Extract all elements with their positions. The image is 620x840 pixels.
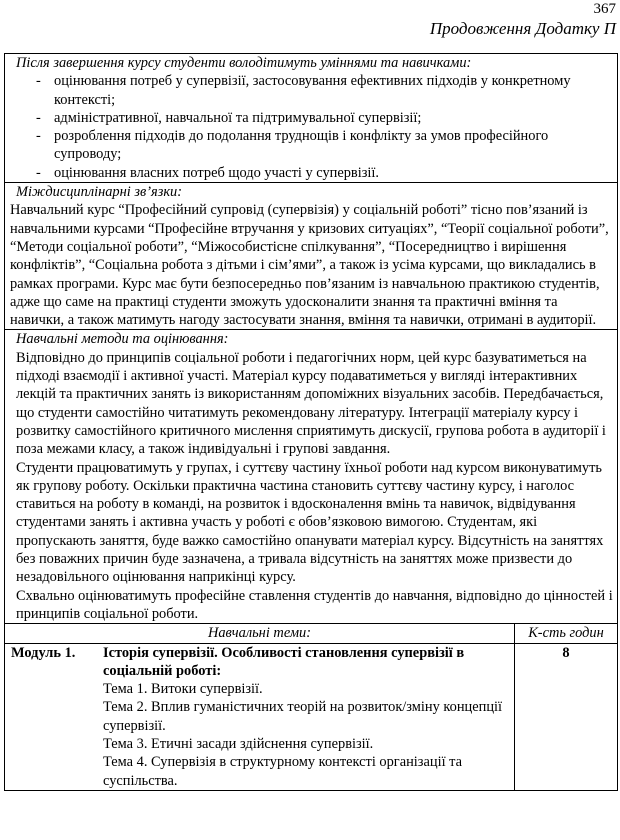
topic-item: Тема 3. Етичні засади здійснення супервізії. xyxy=(103,735,374,752)
course-table xyxy=(4,53,618,791)
topic-item: Тема 2. Вплив гуманістичних теорій на розвиток/зміну концепції супервізії. xyxy=(103,699,503,734)
hours-column-header: К-сть годин xyxy=(528,625,604,642)
list-item: - оцінювання власних потреб щодо участі у супервізії. xyxy=(36,164,379,181)
list-item: - оцінювання потреб у супервізії, застосовування ефективних підходів у конкретному контексті; xyxy=(36,73,571,108)
topics-column-header: Навчальні теми: xyxy=(5,624,515,642)
module-title: Історія супервізії. Особливості становлення супервізії в соціальній роботі: xyxy=(103,644,465,679)
page-number: 367 xyxy=(593,1,616,17)
methods-paragraph: Схвально оцінюватимуть професійне ставлення студентів до навчання, відповідно до цінностей і принципів соціальної роботи. xyxy=(16,587,613,622)
table-row xyxy=(5,644,617,790)
appendix-title: Продовження Додатку П xyxy=(429,19,616,38)
module-hours: 8 xyxy=(562,644,570,661)
topic-item: Тема 4. Супервізія в структурному контексті організації та суспільства. xyxy=(103,754,463,789)
interdisciplinary-text: Навчальний курс “Професійний супровід (супервізія) у соціальній роботі” тісно пов’язаний із навчальними курсами “Професійне втручання у кризових ситуаціях”, “Теорії соціальної роботи”, “Методи соціальної роботи”, “Міжособистісне спілкування”, “Посередництво і вирішення конфліктів”, “Соціальна робота з дітьми і сім’ями”, а також із усіма курсами, що викладались в рамках програми. Курс має бути безпосередньо пов’язаним із навчальною практикою студентів, адже що саме на практиці студенти зможуть удосконалити знання та практичні вміння та навички, а також матимуть нагоду застосувати знання, вміння та навички, отримані в аудиторії. xyxy=(10,202,609,329)
list-item: - адміністративної, навчальної та підтримувальної супервізії; xyxy=(36,109,422,126)
skills-section xyxy=(5,54,617,183)
methods-paragraph: Відповідно до принципів соціальної роботи і педагогічних норм, цей курс базуватиметься на підході взаємодії і активної участі. Матеріал курсу подаватиметься у вигляді інтерактивних лекцій та практичних занять із використанням допоміжних візуальних засобів. Передбачається, що студенти самостійно читатимуть рекомендовану літературу. Інтеграції матеріалу курсу і розвитку самостійного критичного мислення сприятимуть дискусії, групова робота в аудиторії і поза межами класу, а також індивідуальні і групові завдання. xyxy=(16,349,606,458)
skills-heading: Після завершення курсу студенти володітимуть уміннями та навичками: xyxy=(16,55,472,71)
module-label: Модуль 1. xyxy=(11,644,76,661)
interdisciplinary-heading: Міждисциплінарні зв’язки: xyxy=(16,184,183,201)
methods-paragraph: Студенти працюватимуть у групах, і суттєву частину їхньої роботи над курсом виконуватимуть як групову роботу. Оскільки практична частина становить суттєву частину курсу, і наголос ставиться на роботу в команді, на розвиток і вдосконалення вмінь та навичок, відвідування студентами занять і активна участь у роботі є обов’язковою вимогою. Студентам, які пропускають заняття, буде важко самостійно опанувати матеріал курсу. Відсутність на заняттях без поважних причин буде зазначена, а тривала відсутність на заняттях може призвести до незадовільного оцінювання наприкінці курсу. xyxy=(16,459,604,586)
topic-item: Тема 1. Витоки супервізії. xyxy=(103,681,263,698)
methods-section xyxy=(5,330,617,624)
methods-heading: Навчальні методи та оцінювання: xyxy=(16,331,229,348)
interdisciplinary-section xyxy=(5,183,617,330)
list-item: - розроблення підходів до подолання труднощів і конфлікту за умов професійного супроводу; xyxy=(36,128,549,163)
topics-table-header xyxy=(5,624,617,643)
